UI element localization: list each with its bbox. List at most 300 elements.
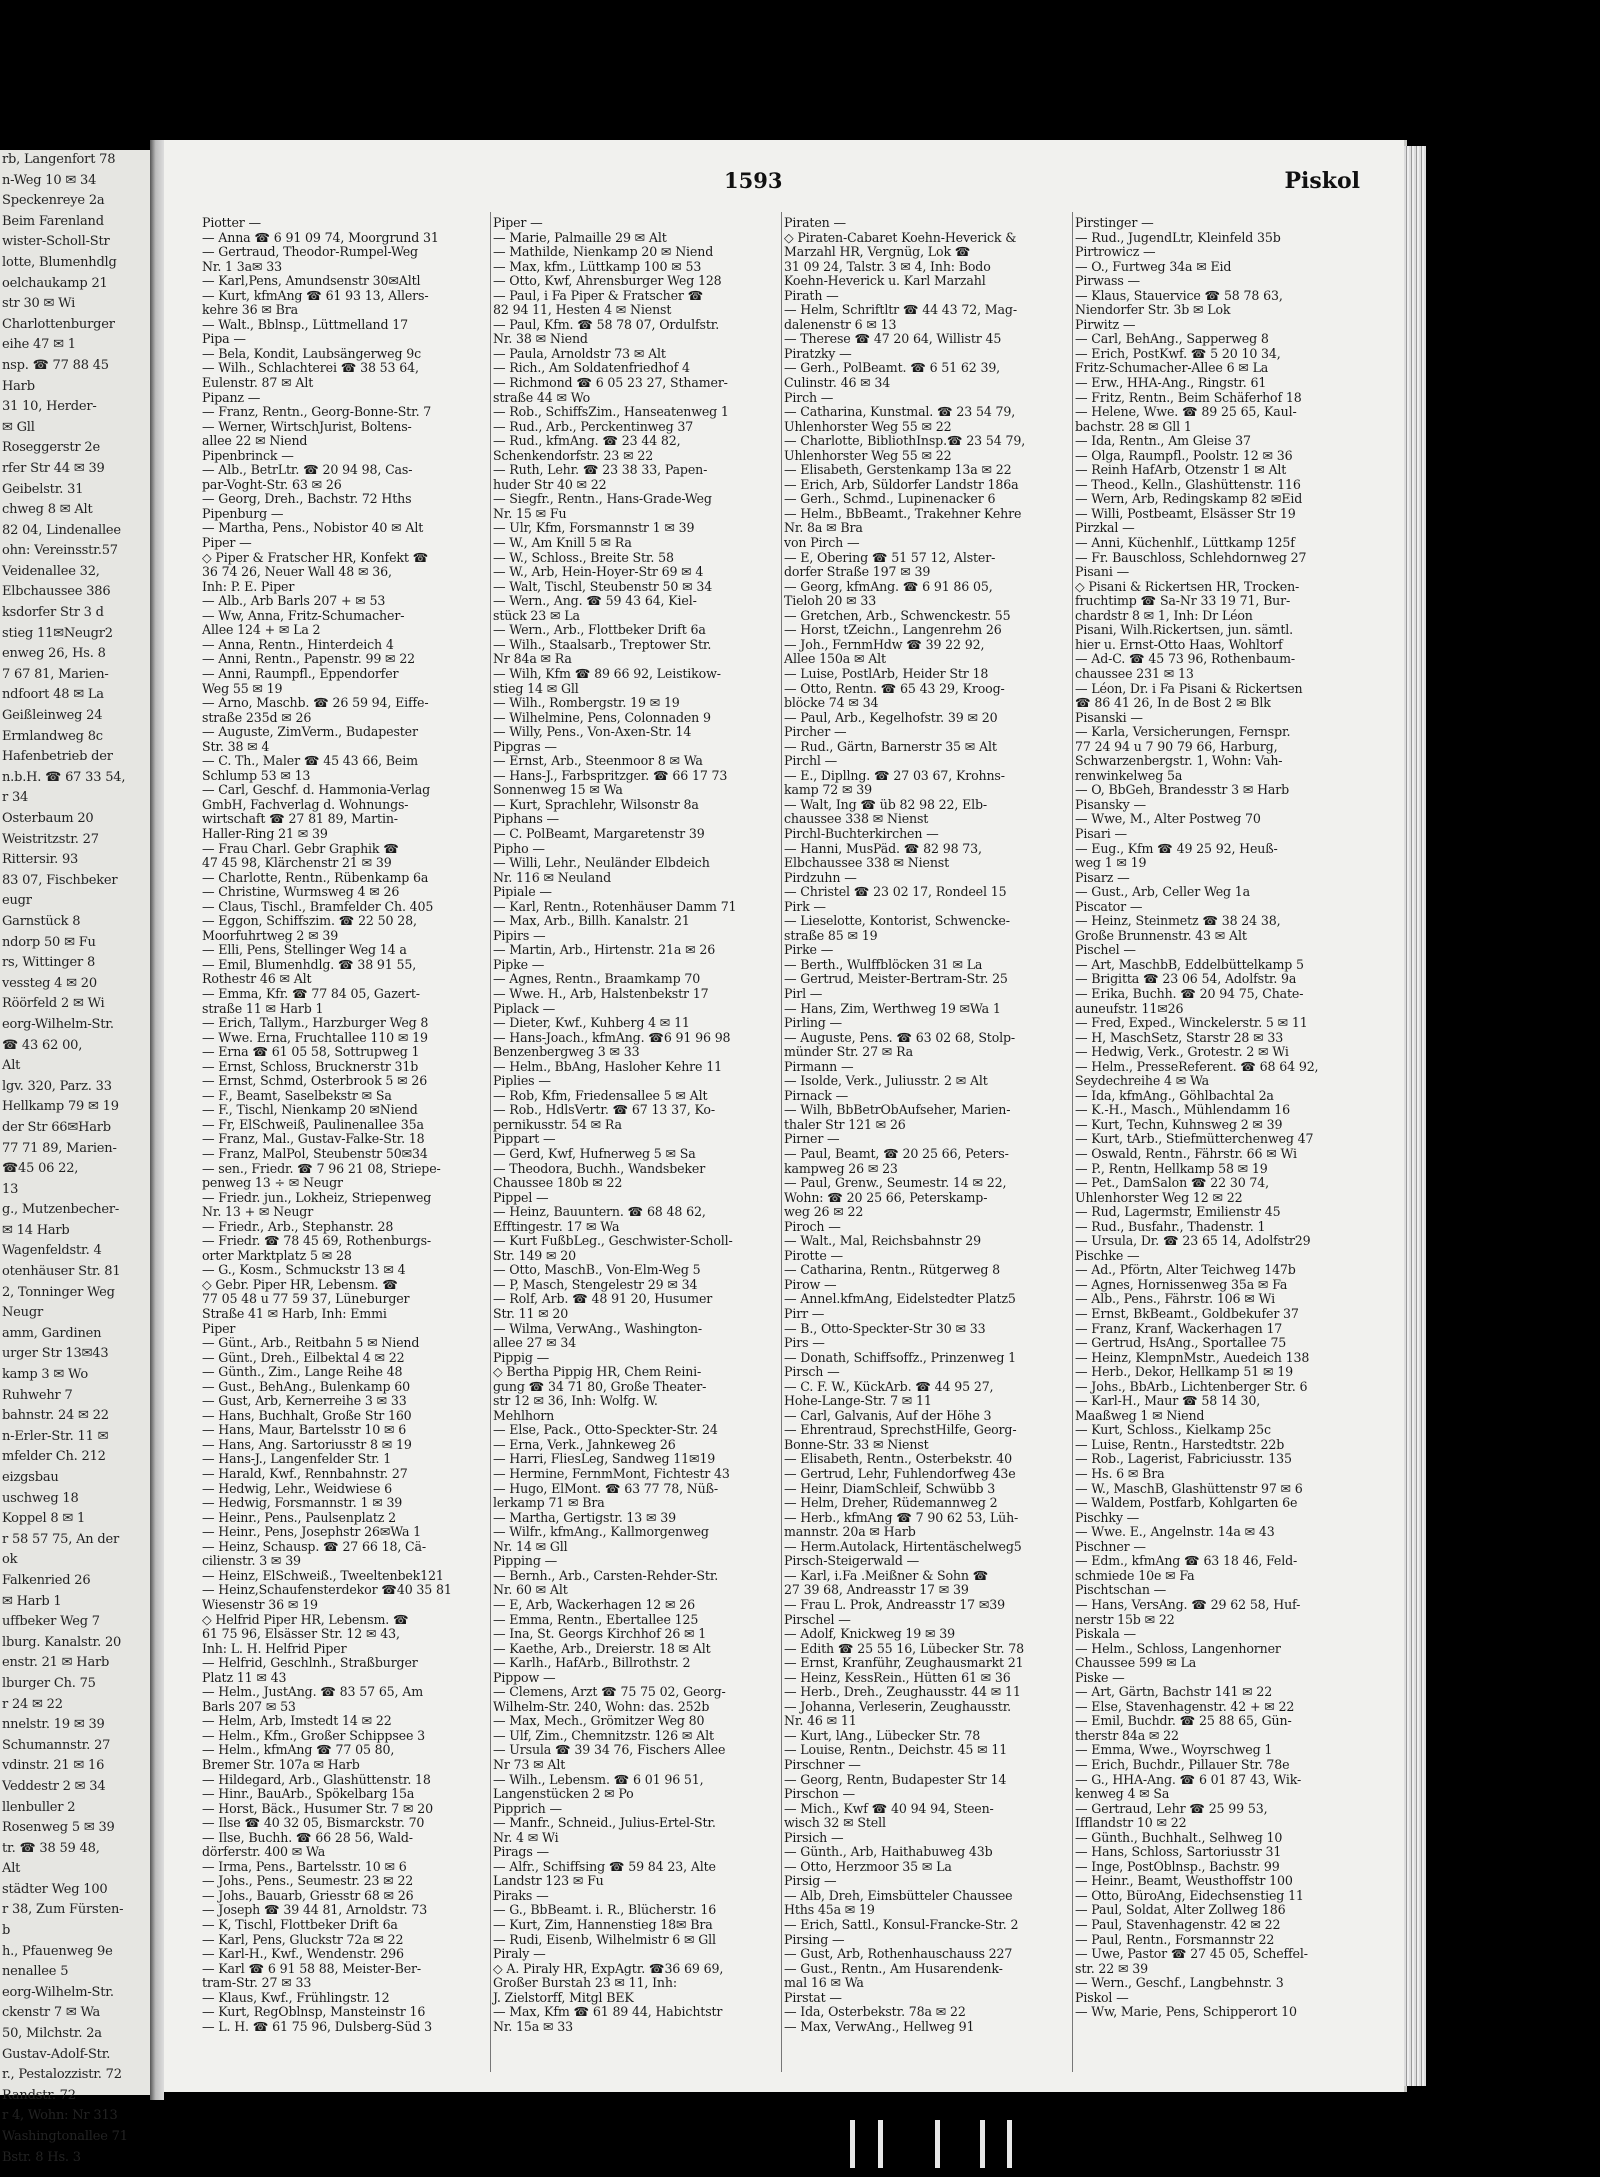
directory-entry: — Franz, Kranf, Wackerhagen 17 [1075,1320,1283,1336]
directory-entry: weg 1 ✉ 19 [1075,855,1147,871]
directory-entry: Piscator — [1075,898,1143,914]
directory-entry: — Ursula, Dr. ☎ 23 65 14, Adolfstr29 [1075,1233,1311,1249]
directory-entry: Pirags — [493,1844,549,1860]
directory-entry: von Pirch — [784,535,860,551]
left-page-line: Alt [2,1861,21,1877]
left-page-line: lgv. 320, Parz. 33 [2,1078,112,1094]
directory-entry: Pirtrowicz — [1075,244,1156,260]
directory-entry: tram-Str. 27 ✉ 33 [202,1975,312,1991]
directory-entry: — Hans, Schloss, Sartoriusstr 31 [1075,1844,1282,1860]
directory-entry: — Kurt FußbLeg., Geschwister-Scholl- [493,1233,733,1249]
directory-entry: — Edith ☎ 25 55 16, Lübecker Str. 78 [784,1640,1024,1656]
left-page-line: ohn: Vereinsstr.57 [2,543,118,559]
left-page-line: Ruhwehr 7 [2,1387,73,1403]
directory-entry: — Pet., DamSalon ☎ 22 30 74, [1075,1175,1270,1191]
directory-entry: Nr. 14 ✉ Gll [493,1538,568,1554]
directory-entry: — Herb., Dreh., Zeughausstr. 44 ✉ 11 [784,1684,1021,1700]
directory-entry: — Gretchen, Arb., Schwenckestr. 55 [784,607,1011,623]
directory-entry: — Hans-J., Langenfelder Str. 1 [202,1451,392,1467]
directory-entry: Pircher — [784,724,847,740]
directory-entry: Mehlhorn [493,1407,555,1423]
directory-entry: — Georg, Rentn, Budapester Str 14 [784,1771,1007,1787]
directory-entry: — Eggon, Schiffszim. ☎ 22 50 28, [202,913,417,929]
left-page-line: otenhäuser Str. 81 [2,1264,121,1280]
directory-entry: — Helm., PresseReferent. ☎ 68 64 92, [1075,1058,1319,1074]
directory-entry: Moorfuhrtweg 2 ✉ 39 [202,927,339,943]
directory-entry: — Manfr., Schneid., Julius-Ertel-Str. [493,1815,716,1831]
directory-entry: 47 45 98, Klärchenstr 21 ✉ 39 [202,855,392,871]
directory-entry: — Ehrentraud, SprechstHilfe, Georg- [784,1422,1017,1438]
directory-entry: — Hans, Buchhalt, Große Str 160 [202,1407,412,1423]
directory-entry: — Auguste, ZimVerm., Budapester [202,724,418,740]
directory-entry: — Ernst, Kranführ, Zeughausmarkt 21 [784,1655,1024,1671]
left-page-line: ndfoort 48 ✉ La [2,687,104,703]
directory-entry: — Hans-J., Farbspritzger. ☎ 66 17 73 [493,767,728,783]
directory-entry: — Hans, Zim, Werthweg 19 ✉Wa 1 [784,1000,1001,1016]
directory-entry: — Hans-Joach., kfmAng. ☎6 91 96 98 [493,1029,731,1045]
left-page-line: Elbchaussee 386 [2,584,111,600]
directory-entry: chardstr 8 ✉ 1, Inh: Dr Léon [1075,607,1253,623]
directory-entry: — Max, Arb., Billh. Kanalstr. 21 [493,913,690,929]
directory-entry: Pirsch-Steigerwald — [784,1553,920,1569]
directory-entry: — Paul, Beamt, ☎ 20 25 66, Peters- [784,1146,1009,1161]
directory-entry: Piroch — [784,1218,841,1234]
left-page-line: Koppel 8 ✉ 1 [2,1511,86,1527]
directory-entry: — Horst, tZeichn., Langenrehm 26 [784,622,1002,638]
directory-entry: — Karl-H., Maur ☎ 58 14 30, [1075,1393,1261,1409]
directory-entry: Pipirs — [493,927,546,943]
directory-entry: Pipiale — [493,884,552,900]
directory-entry: Str. 149 ✉ 20 [493,1247,577,1263]
left-page-line: 77 71 89, Marien- [2,1140,117,1156]
directory-entry: Pippow — [493,1669,556,1685]
directory-entry: — Max, kfm., Lüttkamp 100 ✉ 53 [493,258,702,274]
left-page-line: ✉ Harb 1 [2,1593,62,1609]
left-page-line: nsp. ☎ 77 88 45 [2,357,109,373]
directory-entry: — Günth., Zim., Lange Reihe 48 [202,1364,403,1380]
film-mark [1007,2120,1012,2168]
directory-entry: — Max, Mech., Grömitzer Weg 80 [493,1713,705,1729]
directory-entry: — Günt., Dreh., Eilbektal 4 ✉ 22 [202,1349,405,1365]
directory-entry: — K.-H., Masch., Mühlendamm 16 [1075,1102,1290,1118]
left-page-line: lburg. Kanalstr. 20 [2,1634,122,1650]
directory-entry: — Ulf, Zim., Chemnitzstr. 126 ✉ Alt [493,1727,714,1743]
directory-entry: — Anna, Rentn., Hinterdeich 4 [202,636,394,652]
directory-entry: — Heinr, DiamSchleif, Schwübb 3 [784,1480,996,1496]
directory-entry: Uhlenhorster Weg 12 ✉ 22 [1075,1189,1243,1205]
directory-entry: — Agnes, Hornissenweg 35a ✉ Fa [1075,1276,1288,1292]
directory-entry: Piskol — [1075,1989,1129,2005]
directory-entry: — Willi, Postbeamt, Elsässer Str 19 [1075,505,1296,521]
directory-entry: Uhlenhorster Weg 55 ✉ 22 [784,447,952,463]
directory-entry: — Franz, Mal., Gustav-Falke-Str. 18 [202,1131,425,1147]
directory-entry: par-Voght-Str. 63 ✉ 26 [202,476,342,492]
directory-entry: — Paul, Grenw., Seumestr. 14 ✉ 22, [784,1175,1007,1191]
directory-entry: — Auguste, Pens. ☎ 63 02 68, Stolp- [784,1029,1016,1045]
left-page-line: n.b.H. ☎ 67 33 54, [2,769,126,785]
directory-entry: Pirchl-Buchterkirchen — [784,825,939,841]
directory-entry: — Herb., kfmAng ☎ 7 90 62 53, Lüh- [784,1509,1019,1525]
directory-entry: — Agnes, Rentn., Braamkamp 70 [493,971,701,987]
directory-entry: Bonne-Str. 33 ✉ Nienst [784,1436,929,1452]
directory-column-3 [784,216,1066,2034]
directory-entry: — Art, Gärtn, Bachstr 141 ✉ 22 [1075,1684,1273,1700]
directory-entry: 77 05 48 u 77 59 37, Lüneburger [202,1291,410,1307]
directory-entry: — Catharina, Kunstmal. ☎ 23 54 79, [784,404,1016,420]
directory-entry: — F., Tischl, Nienkamp 20 ✉Niend [202,1102,418,1118]
directory-entry: — Heinz, KessRein., Hütten 61 ✉ 36 [784,1669,1011,1685]
directory-entry: — Karl, i.Fa .Meißner & Sohn ☎ [784,1567,989,1583]
directory-entry: — Rob., SchiffsZim., Hanseatenweg 1 [493,404,729,420]
left-page-line: n-Weg 10 ✉ 34 [2,172,97,188]
directory-entry: — Rud., Busfahr., Thadenstr. 1 [1075,1218,1266,1234]
directory-entry: Maaßweg 1 ✉ Niend [1075,1407,1205,1423]
directory-entry: — Ww, Marie, Pens, Schipperort 10 [1075,2004,1297,2020]
directory-entry: straße 235d ✉ 26 [202,709,312,725]
directory-entry: Pischtschan — [1075,1582,1167,1598]
directory-entry: kenweg 4 ✉ Sa [1075,1786,1170,1802]
directory-entry: — Ida, Osterbekstr. 78a ✉ 22 [784,2004,966,2020]
left-page-line: städter Weg 100 [2,1881,108,1897]
left-page-line: 2, Tonninger Weg [2,1284,115,1300]
directory-entry: — Adolf, Knickweg 19 ✉ 39 [784,1626,955,1642]
directory-entry: — Wilh, Kfm ☎ 89 66 92, Leistikow- [493,665,721,681]
directory-entry: — Brigitta ☎ 23 06 54, Adolfstr. 9a [1075,971,1297,987]
directory-entry: Str. 38 ✉ 4 [202,738,270,754]
directory-entry: — Georg, Dreh., Bachstr. 72 Hths [202,491,412,507]
directory-entry: — W., Schloss., Breite Str. 58 [493,549,674,565]
directory-entry: Piraten — [784,215,846,230]
left-page-line: Charlottenburger [2,316,115,332]
directory-entry: — Friedr. jun., Lokheiz, Striepenweg [202,1189,432,1205]
directory-entry: — Ursula ☎ 39 34 76, Fischers Allee [493,1742,726,1758]
directory-entry: — Erika, Buchh. ☎ 20 94 75, Chate- [1075,985,1304,1001]
directory-entry: Wilhelm-Str. 240, Wohn: das. 252b [493,1698,710,1714]
directory-entry: — Theodora, Buchh., Wandsbeker [493,1160,706,1176]
directory-entry: — Heinz, KlempnMstr., Auedeich 138 [1075,1349,1310,1365]
directory-entry: — Rob., HdlsVertr. ☎ 67 13 37, Ko- [493,1102,715,1118]
directory-entry: hier u. Ernst-Otto Haas, Wohltorf [1075,636,1283,652]
left-page-line: ok [2,1552,18,1568]
directory-entry: Pipa — [202,331,246,347]
directory-entry: Chaussee 599 ✉ La [1075,1655,1197,1671]
left-page-line: 50, Milchstr. 2a [2,2026,102,2042]
directory-entry: 27 39 68, Andreasstr 17 ✉ 39 [784,1582,969,1598]
directory-entry: — Rud., JugendLtr, Kleinfeld 35b [1075,229,1281,245]
directory-entry: — C. PolBeamt, Margaretenstr 39 [493,825,705,841]
directory-entry: — Anni, Rentn., Papenstr. 99 ✉ 22 [202,651,416,667]
directory-entry: — Gust., BehAng., Bulenkamp 60 [202,1378,411,1394]
directory-entry: — C. Th., Maler ☎ 45 43 66, Beim [202,753,418,769]
directory-entry: — Otto, Herzmoor 35 ✉ La [784,1858,952,1874]
book-gutter [150,140,164,2100]
left-page-line: eugr [2,893,32,909]
left-facing-page [0,150,154,2165]
directory-entry: 31 09 24, Talstr. 3 ✉ 4, Inh: Bodo [784,258,991,274]
directory-column-2 [493,216,775,2034]
directory-entry: — Marie, Palmaille 29 ✉ Alt [493,229,667,245]
directory-entry: — Catharina, Rentn., Rütgerweg 8 [784,1262,1001,1278]
directory-entry: Seydechreihe 4 ✉ Wa [1075,1073,1210,1089]
directory-entry: — Fritz, Rentn., Beim Schäferhof 18 [1075,389,1302,405]
directory-entry: — Heinr., Pens, Josephstr 26✉Wa 1 [202,1524,422,1540]
directory-entry: Benzenbergweg 3 ✉ 33 [493,1044,640,1060]
directory-entry: — Else, Stavenhagenstr. 42 + ✉ 22 [1075,1698,1295,1714]
directory-entry: — Ad., Pförtn, Alter Teichweg 147b [1075,1262,1296,1278]
directory-entry: — Rud., Arb., Perckentinweg 37 [493,418,694,434]
directory-entry: — Frau L. Prok, Andreasstr 17 ✉39 [784,1596,1005,1612]
directory-entry: str. 22 ✉ 39 [1075,1960,1148,1976]
directory-entry: — Kurt, Sprachlehr, Wilsonstr 8a [493,796,699,812]
directory-entry: ◇ Helfrid Piper HR, Lebensm. ☎ [202,1611,409,1627]
directory-entry: penweg 13 ÷ ✉ Neugr [202,1175,343,1191]
left-page-line: 13 [2,1181,19,1197]
directory-entry: — Hs. 6 ✉ Bra [1075,1466,1165,1482]
left-page-line: b [2,1923,11,1939]
directory-entry: — Richmond ☎ 6 05 23 27, Sthamer- [493,375,728,391]
left-page-line: eorg-Wilhelm-Str. [2,1016,114,1032]
directory-entry: — Irma, Pens., Bartelsstr. 10 ✉ 6 [202,1858,407,1874]
directory-entry: — Alb., BetrLtr. ☎ 20 94 98, Cas- [202,462,413,478]
directory-entry: Pirke — [784,942,834,958]
directory-entry: Nr. 1 3a✉ 33 [202,258,282,274]
directory-entry: Langenstücken 2 ✉ Po [493,1786,634,1802]
directory-entry: Piratzky — [784,345,852,361]
directory-entry: — Wwe. E., Angelnstr. 14a ✉ 43 [1075,1524,1275,1540]
directory-entry: — Arno, Maschb. ☎ 26 59 94, Eiffe- [202,695,429,711]
directory-entry: GmbH, Fachverlag d. Wohnungs- [202,796,409,812]
directory-entry: — Erna, Verk., Jahnkeweg 26 [493,1436,676,1452]
directory-entry: Tieloh 20 ✉ 33 [784,593,877,609]
directory-entry: — Lieselotte, Kontorist, Schwencke- [784,913,1010,929]
directory-entry: orter Marktplatz 5 ✉ 28 [202,1247,352,1263]
left-page-line: 7 67 81, Marien- [2,666,109,682]
directory-entry: — Klaus, Kwf., Frühlingstr. 12 [202,1989,390,2005]
directory-entry: mannstr. 20a ✉ Harb [784,1524,916,1540]
left-page-line: ☎45 06 22, [2,1161,79,1177]
directory-entry: Pirzkal — [1075,520,1135,536]
directory-entry: Haller-Ring 21 ✉ 39 [202,825,328,841]
directory-entry: — Christel ☎ 23 02 17, Rondeel 15 [784,884,1007,900]
directory-entry: Sonnenweg 15 ✉ Wa [493,782,623,798]
directory-entry: — Kurt, Techn, Kuhnsweg 2 ✉ 39 [1075,1116,1283,1132]
left-page-line: Beim Farenland [2,213,104,229]
left-page-line: Osterbaum 20 [2,811,94,826]
directory-entry: — Martha, Gertigstr. 13 ✉ 39 [493,1509,676,1525]
directory-entry: Piplies — [493,1073,551,1089]
directory-entry: — Walt., Mal, Reichsbahnstr 29 [784,1233,981,1249]
directory-entry: — Anni, Küchenhlf., Lüttkamp 125f [1075,535,1295,551]
directory-entry: — Otto, BüroAng, Eidechsenstieg 11 [1075,1887,1304,1903]
directory-entry: — Karl,Pens, Amundsenstr 30✉Altl [202,273,421,289]
film-mark [980,2120,985,2168]
directory-entry: — Karlh., HafArb., Billrothstr. 2 [493,1655,691,1671]
directory-entry: — Inge, PostOblnsp., Bachstr. 99 [1075,1858,1280,1874]
directory-entry: Pipke — [493,956,545,972]
left-page-line: llenbuller 2 [2,1799,76,1815]
directory-entry: — Wwe, M., Alter Postweg 70 [1075,811,1261,827]
directory-entry: — L. H. ☎ 61 75 96, Dulsberg-Süd 3 [202,2018,432,2034]
directory-entry: — Claus, Tischl., Bramfelder Ch. 405 [202,898,434,914]
directory-entry: fruchtimp ☎ Sa-Nr 33 19 71, Bur- [1075,593,1291,609]
left-page-line: r 24 ✉ 22 [2,1696,63,1712]
directory-entry: Nr. 13 + ✉ Neugr [202,1204,314,1220]
directory-entry: stück 23 ✉ La [493,607,580,623]
directory-entry: Allee 124 + ✉ La 2 [202,622,321,638]
left-page-line: g., Mutzenbecher- [2,1202,120,1218]
directory-entry: Pischke — [1075,1247,1140,1263]
left-page-line: Hafenbetrieb der [2,749,113,765]
directory-entry: — Olga, Raumpfl., Poolstr. 12 ✉ 36 [1075,447,1293,463]
directory-entry: — P, Masch, Stengelestr 29 ✉ 34 [493,1276,698,1292]
left-page-line: Rosenweg 5 ✉ 39 [2,1820,115,1836]
directory-entry: — Ad-C. ☎ 45 73 96, Rothenbaum- [1075,651,1296,667]
directory-entry: — Kurt, tArb., Stiefmütterchenweg 47 [1075,1131,1314,1147]
left-page-line: rs, Wittinger 8 [2,955,96,971]
directory-entry: Pirsich — [784,1829,844,1845]
left-page-line: Röörfeld 2 ✉ Wi [2,996,105,1012]
directory-entry: — sen., Friedr. ☎ 7 96 21 08, Striepe- [202,1160,441,1176]
directory-entry: dorfer Straße 197 ✉ 39 [784,564,931,580]
left-page-line: stieg 11✉Neugr2 [2,625,113,641]
directory-entry: Schlump 53 ✉ 13 [202,767,311,783]
directory-entry: — Wern., Geschf., Langbehnstr. 3 [1075,1975,1284,1991]
directory-entry: Pisarz — [1075,869,1130,885]
directory-entry: — Anni, Raumpfl., Eppendorfer [202,665,399,681]
directory-entry: Pirk — [784,898,826,914]
directory-entry: — Luise, PostlArb, Heider Str 18 [784,665,989,681]
directory-entry: — Therese ☎ 47 20 64, Willistr 45 [784,331,1002,347]
directory-entry: — Gust., Rentn., Am Husarendenk- [784,1960,1003,1976]
directory-entry: Pirstat — [784,1989,842,2005]
directory-entry: — Gertraud, Lehr ☎ 25 99 53, [1075,1800,1268,1816]
directory-entry: — G., HHA-Ang. ☎ 6 01 87 43, Wik- [1075,1771,1302,1787]
directory-entry: Pirnack — [784,1087,849,1103]
left-page-line: Geißleinweg 24 [2,708,103,724]
directory-entry: — Elisabeth, Gerstenkamp 13a ✉ 22 [784,462,1012,478]
directory-entry: thaler Str 121 ✉ 26 [784,1116,906,1132]
directory-entry: — Siegfr., Rentn., Hans-Grade-Weg [493,491,712,507]
directory-entry: — Kurt, Zim, Hannenstieg 18✉ Bra [493,1916,713,1932]
directory-entry: — Gust., Arb, Celler Weg 1a [1075,884,1251,900]
directory-entry: — Alb., Arb Barls 207 + ✉ 53 [202,593,386,609]
left-page-line: nenallee 5 [2,1964,69,1980]
directory-entry: — Uwe, Pastor ☎ 27 45 05, Scheffel- [1075,1946,1308,1962]
directory-entry: — Fr, ElSchweiß, Paulinenallee 35a [202,1116,424,1132]
directory-entry: kehre 36 ✉ Bra [202,302,298,318]
directory-entry: — Fr. Bauschloss, Schlehdornweg 27 [1075,549,1307,565]
directory-entry: — Paul, Arb., Kegelhofstr. 39 ✉ 20 [784,709,998,725]
left-page-line: 83 07, Fischbeker [2,872,118,888]
directory-entry: str 12 ✉ 36, Inh: Wolfg. W. [493,1393,658,1409]
directory-entry: J. Zielstorff, Mitgl BEK [493,1989,634,2005]
directory-entry: — Rob, Kfm, Friedensallee 5 ✉ Alt [493,1087,708,1103]
directory-entry: Piske — [1075,1669,1125,1685]
directory-entry: — Emil, Buchdr. ☎ 25 88 65, Gün- [1075,1713,1292,1729]
directory-entry: — Charlotte, Rentn., Rübenkamp 6a [202,869,429,885]
directory-entry: — Karl ☎ 6 91 58 88, Meister-Ber- [202,1960,422,1976]
left-page-line: Neugr [2,1305,43,1321]
left-page-line: Falkenried 26 [2,1572,91,1588]
directory-entry: — Erich, Tallym., Harzburger Weg 8 [202,1015,429,1031]
directory-entry: — Gerd, Kwf, Hufnerweg 5 ✉ Sa [493,1146,696,1161]
left-page-line: uschweg 18 [2,1490,79,1506]
directory-entry: — Herb., Dekor, Hellkamp 51 ✉ 19 [1075,1364,1293,1380]
directory-entry: Chaussee 180b ✉ 22 [493,1175,623,1191]
directory-entry: — Paul, Rentn., Forsmannstr 22 [1075,1931,1275,1947]
directory-entry: renwinkelweg 5a [1075,767,1183,783]
directory-entry: Nr 73 ✉ Alt [493,1756,566,1772]
directory-entry: — Helene, Wwe. ☎ 89 25 65, Kaul- [1075,404,1297,420]
left-page-line: lotte, Blumenhdlg [2,254,117,270]
left-page-line: Wagenfeldstr. 4 [2,1243,102,1259]
directory-entry: — Fred, Exped., Winckelerstr. 5 ✉ 11 [1075,1015,1308,1031]
directory-entry: — Carl, BehAng., Sapperweg 8 [1075,331,1269,347]
directory-entry: Straße 41 ✉ Harb, Inh: Emmi [202,1306,387,1322]
page-number: 1593 [724,168,783,193]
left-page-line: amm, Gardinen [2,1325,102,1341]
directory-entry: — Wilh., Lebensm. ☎ 6 01 96 51, [493,1771,704,1787]
directory-entry: cilienstr. 3 ✉ 39 [202,1553,301,1569]
left-page-line: 82 04, Lindenallee [2,522,121,538]
directory-entry: — Ida, Rentn., Am Gleise 37 [1075,433,1251,449]
directory-entry: Nr. 46 ✉ 11 [784,1713,857,1729]
directory-entry: — Charlotte, BibliothInsp.☎ 23 54 79, [784,433,1026,449]
left-page-line: Harb [2,378,35,394]
directory-entry: Pisanski — [1075,709,1143,725]
page-header [164,168,1404,204]
directory-entry: Ifflandstr 10 ✉ 22 [1075,1815,1187,1831]
directory-entry: ◇ Bertha Pippig HR, Chem Reini- [493,1364,702,1380]
left-page-line: oelchaukamp 21 [2,275,108,291]
left-page-line: nnelstr. 19 ✉ 39 [2,1717,105,1733]
directory-entry: — Ina, St. Georgs Kirchhof 26 ✉ 1 [493,1626,707,1642]
left-page-line: Geibelstr. 31 [2,481,84,497]
directory-entry: Wiesenstr 36 ✉ 19 [202,1596,318,1612]
directory-entry: — Friedr., Arb., Stephanstr. 28 [202,1218,394,1234]
directory-entry: — Günth., Buchhalt., Selhweg 10 [1075,1829,1283,1845]
directory-entry: — C. F. W., KückArb. ☎ 44 95 27, [784,1378,994,1394]
directory-entry: — Johanna, Verleserin, Zeughausstr. [784,1698,1012,1714]
directory-entry: — Rudi, Eisenb, Wilhelmistr 6 ✉ Gll [493,1931,716,1947]
left-page-line: Veidenallee 32, [2,563,100,579]
directory-entry: — Günt., Arb., Reitbahn 5 ✉ Niend [202,1335,420,1351]
directory-entry: — Helm., Kfm., Großer Schippsee 3 [202,1727,425,1743]
directory-entry: wirtschaft ☎ 27 81 89, Martin- [202,811,398,827]
directory-entry: — Hinr., BauArb., Spökelbarg 15a [202,1786,415,1802]
directory-entry: — Art, MaschbB, Eddelbüttelkamp 5 [1075,956,1304,972]
directory-entry: — Johs., BbArb., Lichtenberger Str. 6 [1075,1378,1308,1394]
directory-entry: — Max, VerwAng., Hellweg 91 [784,2018,975,2034]
directory-entry: — E, Arb, Wackerhagen 12 ✉ 26 [493,1596,696,1612]
directory-entry: — Ernst, Schmd, Osterbrook 5 ✉ 26 [202,1073,428,1089]
directory-entry: — Erich, Sattl., Konsul-Francke-Str. 2 [784,1916,1019,1932]
left-page-line: r 38, Zum Fürsten- [2,1902,124,1918]
directory-entry: Piotter — [202,215,261,230]
directory-entry: — Klaus, Stauervice ☎ 58 78 63, [1075,287,1283,303]
directory-entry: allee 22 ✉ Niend [202,433,308,449]
directory-entry: Efftingestr. 17 ✉ Wa [493,1218,620,1234]
left-page-line: Washingtonallee 71 [2,2129,128,2144]
directory-entry: — Max, Kfm ☎ 61 89 44, Habichtstr [493,2004,723,2020]
left-page-line: r 4, Wohn: Nr 313 [2,2108,118,2124]
directory-entry: Großer Burstah 23 ✉ 11, Inh: [493,1975,677,1991]
directory-entry: stieg 14 ✉ Gll [493,680,579,696]
left-page-line: eorg-Wilhelm-Str. [2,1984,114,2000]
directory-entry: — Rich., Am Soldatenfriedhof 4 [493,360,690,376]
directory-entry: — K, Tischl, Flottbeker Drift 6a [202,1916,398,1932]
directory-entry: — Paula, Arnoldstr 73 ✉ Alt [493,345,666,361]
